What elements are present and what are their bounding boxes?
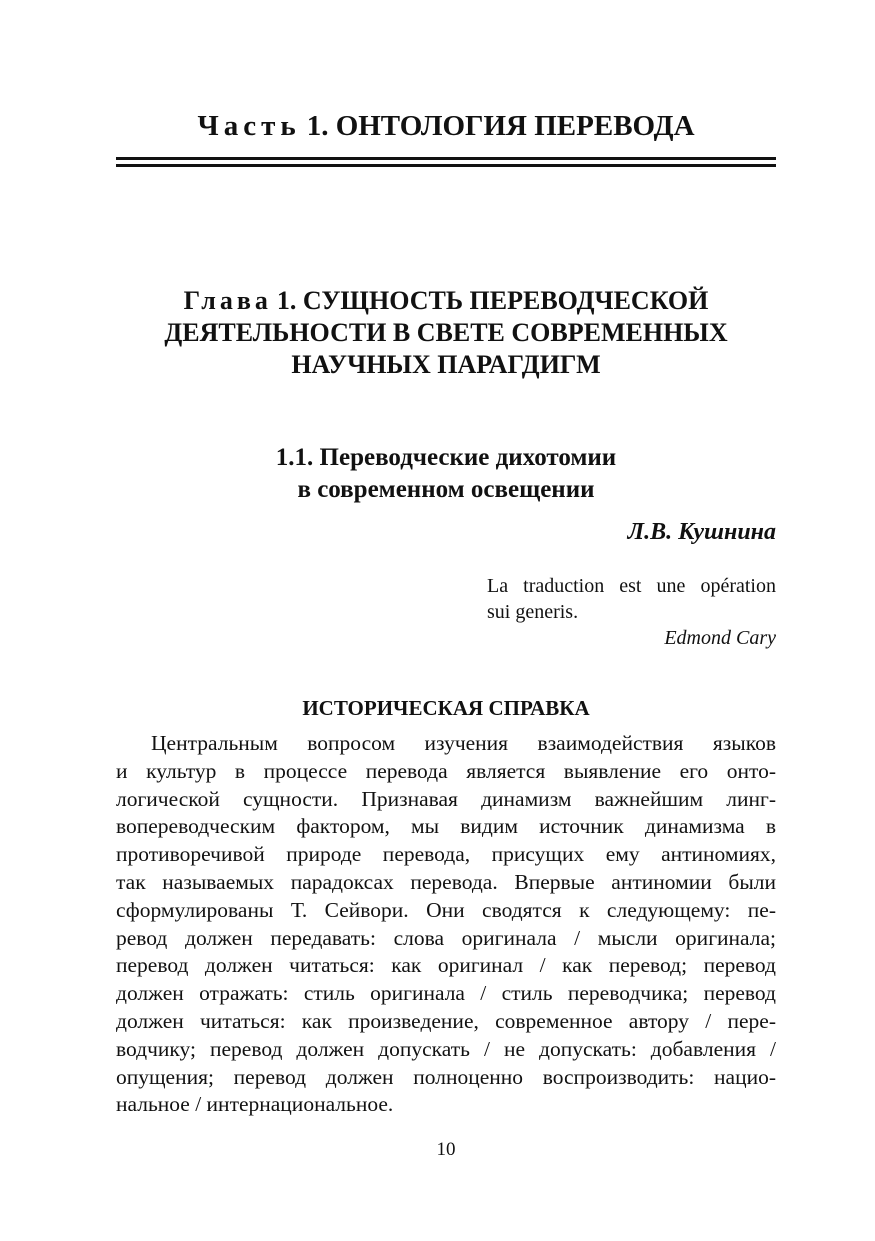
body-line: так называемых парадоксах перевода. Впервые антиномии были <box>116 869 776 894</box>
double-rule-top <box>116 157 776 160</box>
body-line: Центральным вопросом изучения взаимодействия языков <box>151 731 776 755</box>
section-title <box>116 442 776 506</box>
body-line: и культур в процессе перевода является выявление его онто- <box>116 758 776 783</box>
body-line: нальное / интернациональное. <box>116 1092 394 1117</box>
part-title <box>116 108 776 144</box>
epigraph-line: La traduction est une opération <box>487 575 776 597</box>
body-line: водчику; перевод должен допускать / не допускать: добавления / <box>116 1036 776 1061</box>
body-line: ревод должен передавать: слова оригинала / мысли оригинала; <box>116 925 776 950</box>
chapter-title-text: 1. СУЩНОСТЬ ПЕРЕВОДЧЕСКОЙ <box>276 286 709 315</box>
part-label: Часть <box>197 110 301 142</box>
chapter-title <box>116 285 776 381</box>
chapter-label: Глава <box>183 286 272 315</box>
body-line: логической сущности. Признавая динамизм важнейшим линг- <box>116 786 776 811</box>
part-title-text: 1. ОНТОЛОГИЯ ПЕРЕВОДА <box>306 110 695 142</box>
subsection-heading: ИСТОРИЧЕСКАЯ СПРАВКА <box>302 696 590 720</box>
epigraph-source: Edmond Cary <box>664 627 776 649</box>
author-name: Л.В. Кушнина <box>627 519 776 545</box>
section-title-line: в современном освещении <box>297 476 595 503</box>
chapter-title-line: НАУЧНЫХ ПАРАГДИГМ <box>291 350 601 379</box>
epigraph-line: sui generis. <box>487 601 579 623</box>
body-line: противоречивой природе перевода, присущих ему антиномиях, <box>116 842 776 867</box>
body-line: должен читаться: как произведение, современное автору / пере- <box>116 1008 776 1033</box>
body-line: должен отражать: стиль оригинала / стиль переводчика; перевод <box>116 981 776 1006</box>
book-page <box>116 0 776 1241</box>
epigraph <box>487 573 776 651</box>
body-line: сформулированы Т. Сейвори. Они сводятся к следующему: пе- <box>116 897 776 922</box>
chapter-title-line <box>116 285 776 317</box>
section-title-line: 1.1. Переводческие дихотомии <box>275 444 617 471</box>
body-line: перевод должен читаться: как оригинал / как перевод; перевод <box>116 953 776 978</box>
chapter-title-line: ДЕЯТЕЛЬНОСТИ В СВЕТЕ СОВРЕМЕННЫХ <box>164 318 728 347</box>
body-line: опущения; перевод должен полноценно воспроизводить: нацио- <box>116 1064 776 1089</box>
page-number: 10 <box>436 1139 456 1160</box>
body-line: вопереводческим фактором, мы видим источник динамизма в <box>116 814 776 839</box>
body-paragraph <box>116 730 776 1119</box>
double-rule-bottom <box>116 164 776 167</box>
